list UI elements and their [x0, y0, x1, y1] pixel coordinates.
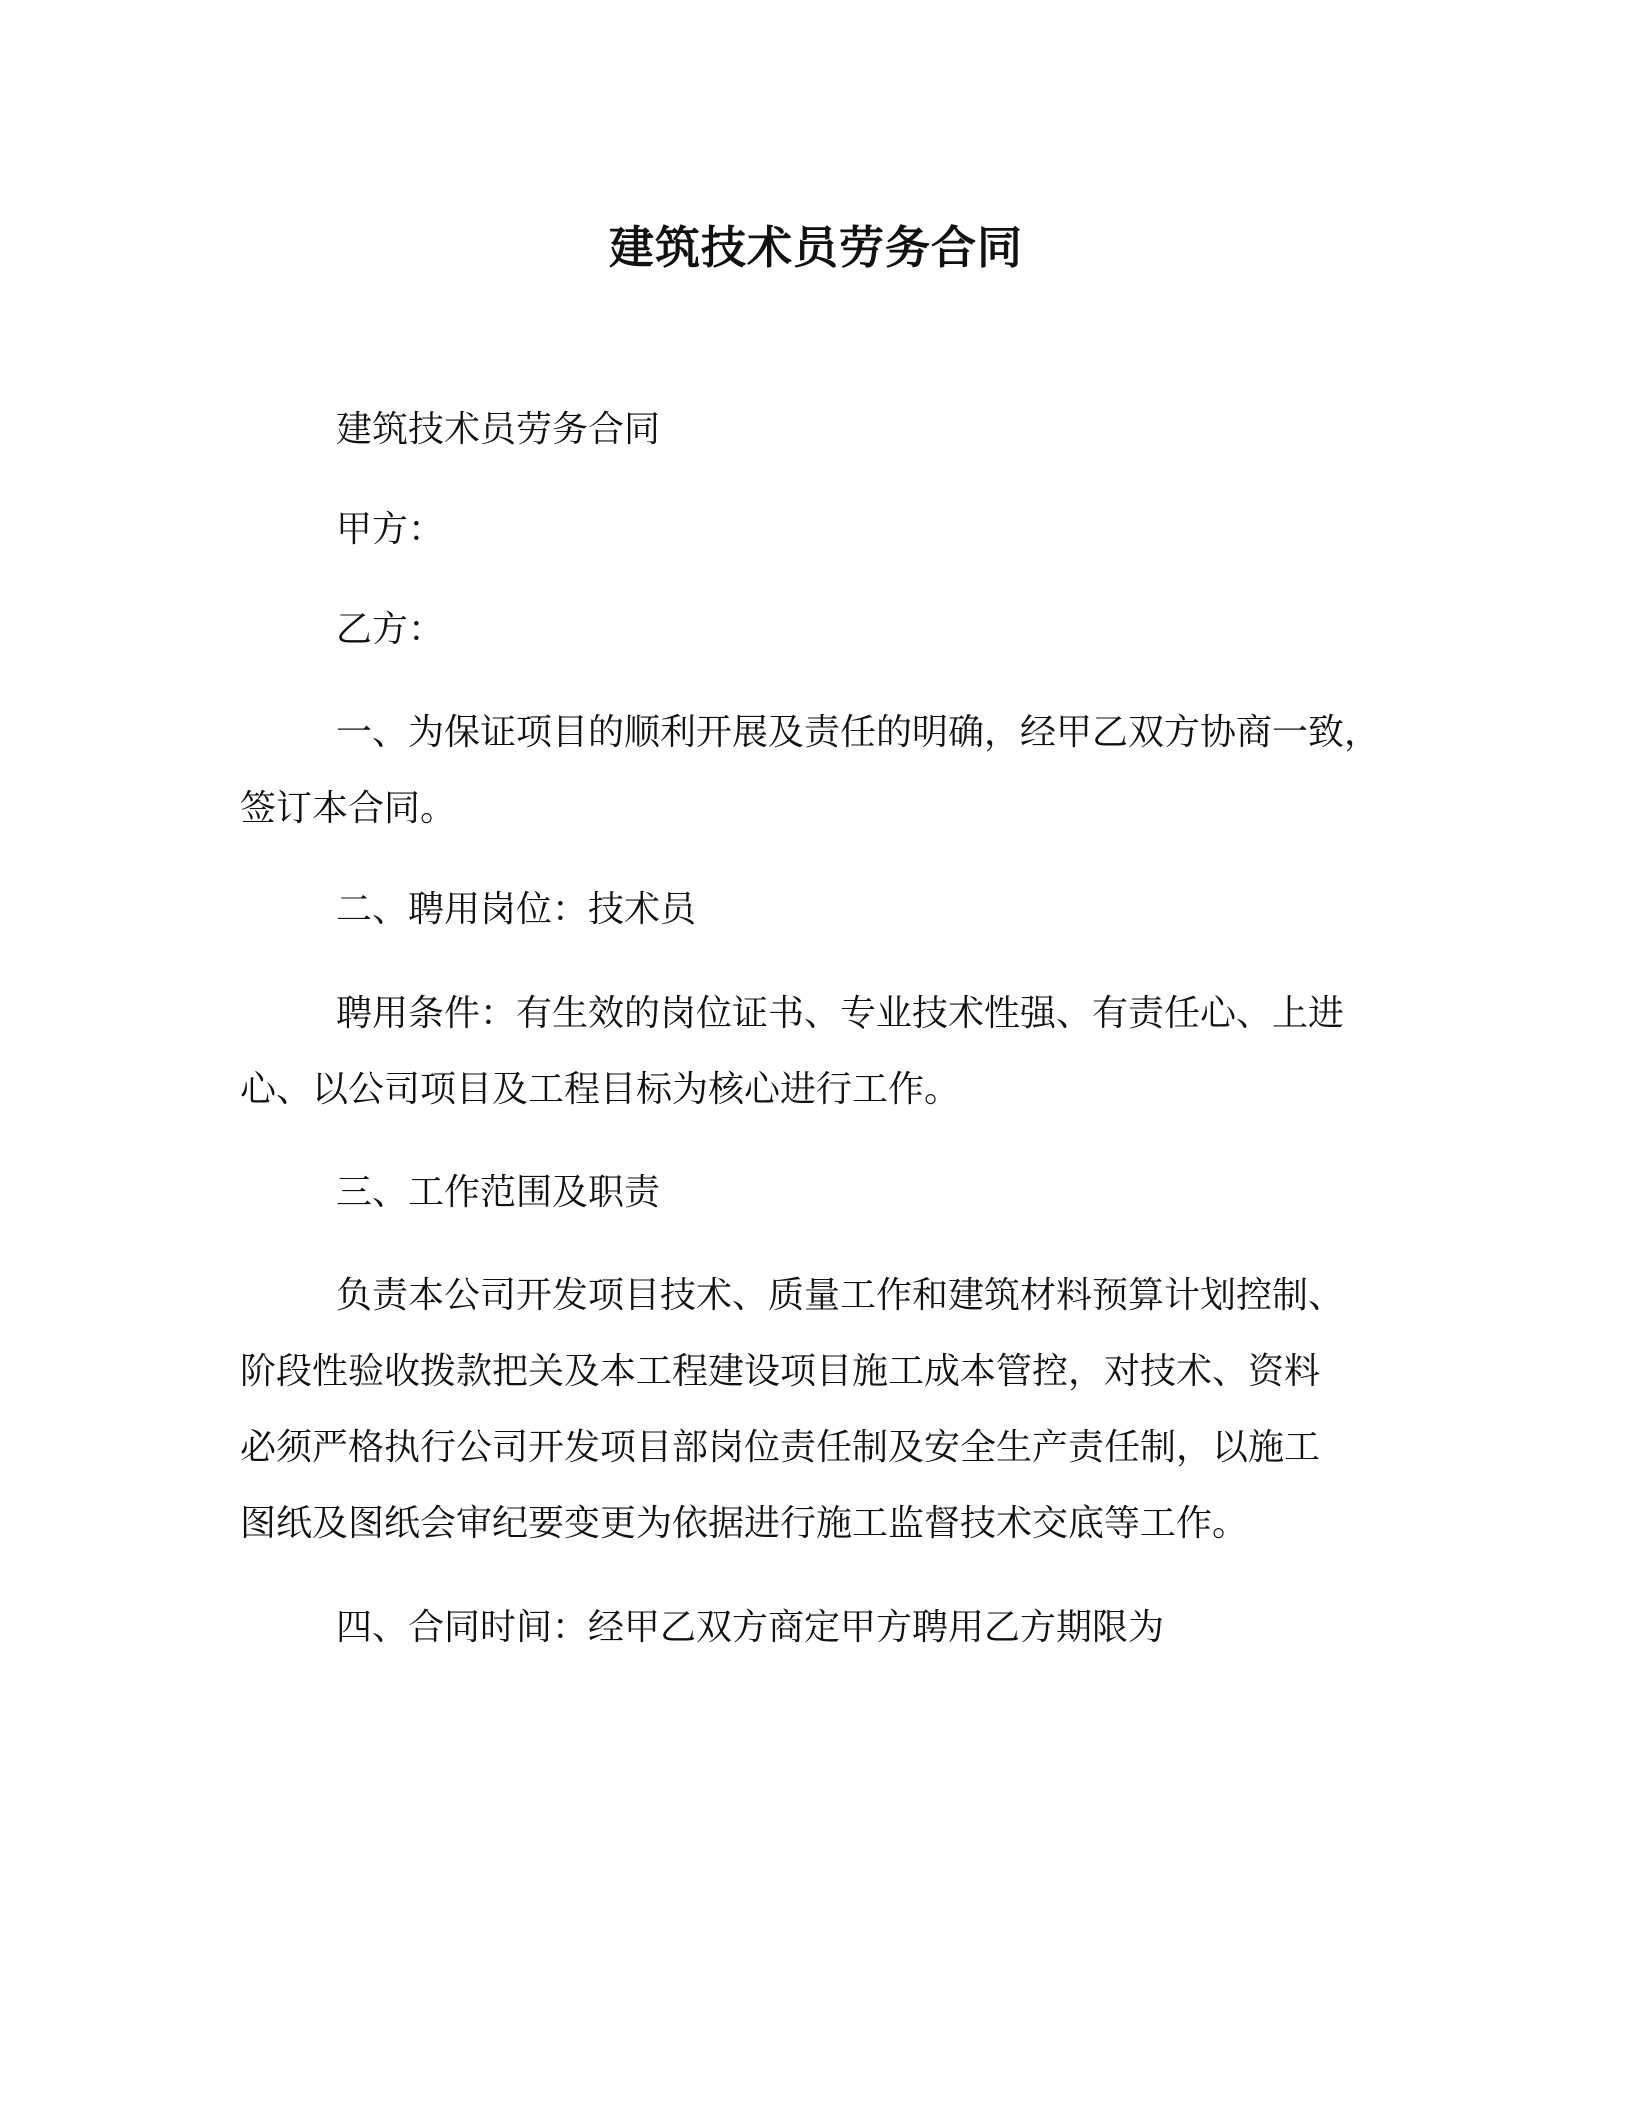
paragraph-heading: [240, 392, 1420, 468]
paragraph-duties: [240, 1258, 1420, 1562]
paragraph-line: 阶段性验收拨款把关及本工程建设项目施工成本管控，对技术、资料: [240, 1351, 1321, 1392]
paragraph-line: 签订本合同。: [240, 788, 457, 829]
paragraph-line: 图纸及图纸会审纪要变更为依据进行施工监督技术交底等工作。: [240, 1503, 1249, 1544]
document-title: 建筑技术员劳务合同: [608, 221, 1023, 274]
paragraph-line: 聘用条件：有生效的岗位证书、专业技术性强、有责任心、上进: [336, 993, 1345, 1034]
paragraph-line: 心、以公司项目及工程目标为核心进行工作。: [240, 1069, 961, 1110]
paragraph-line: 建筑技术员劳务合同: [336, 409, 661, 450]
paragraph-line: 三、工作范围及职责: [336, 1172, 661, 1213]
paragraph-clause-2: [240, 872, 1420, 948]
paragraph-clause-1: [240, 695, 1420, 847]
paragraph-line: 负责本公司开发项目技术、质量工作和建筑材料预算计划控制、: [336, 1275, 1345, 1316]
paragraph-party-a: [240, 492, 1420, 568]
paragraph-clause-3: [240, 1155, 1420, 1231]
paragraph-line: 一、为保证项目的顺利开展及责任的明确，经甲乙双方协商一致，: [336, 712, 1381, 753]
paragraph-line: 二、聘用岗位：技术员: [336, 889, 697, 930]
paragraph-clause-4: [240, 1590, 1420, 1666]
paragraph-party-b: [240, 592, 1420, 668]
paragraph-line: 甲方：: [336, 509, 445, 550]
paragraph-line: 乙方：: [336, 609, 445, 650]
paragraph-line: 必须严格执行公司开发项目部岗位责任制及安全生产责任制，以施工: [240, 1427, 1321, 1468]
paragraph-conditions: [240, 976, 1420, 1128]
paragraph-line: 四、合同时间：经甲乙双方商定甲方聘用乙方期限为: [336, 1607, 1165, 1648]
